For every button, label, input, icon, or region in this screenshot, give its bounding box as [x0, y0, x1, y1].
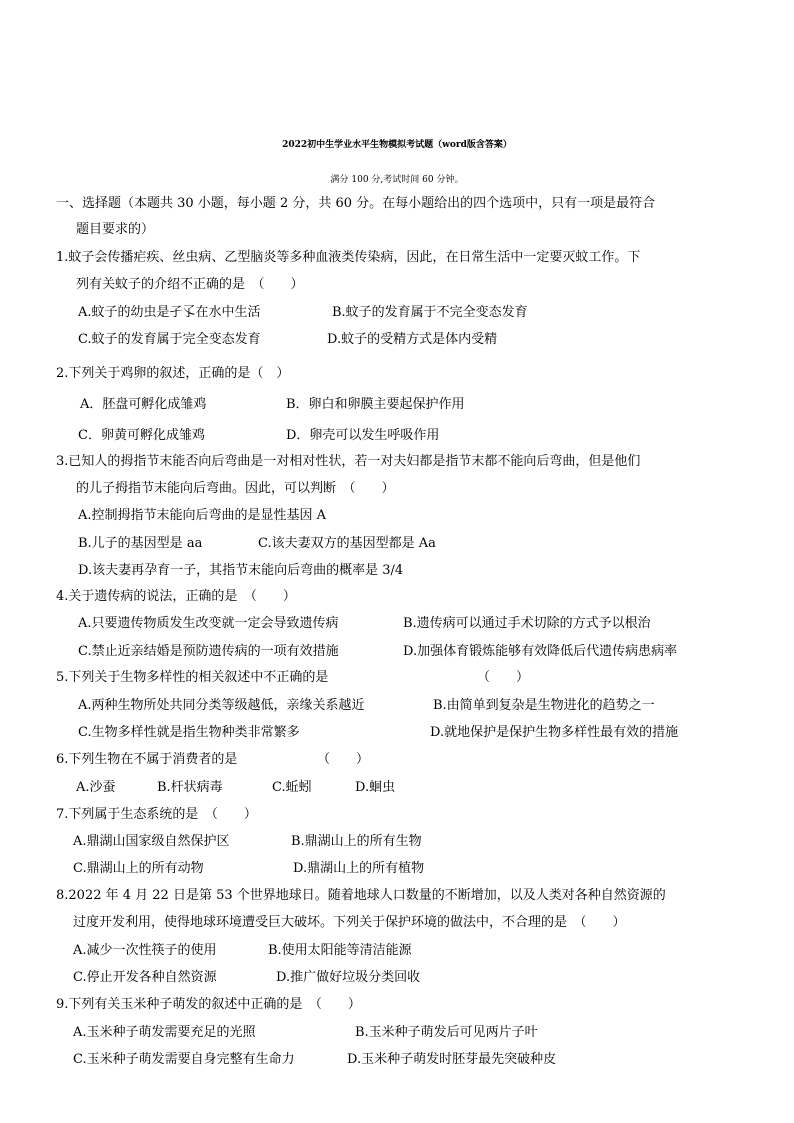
q4-option-b: B.遗传病可以通过手术切除的方式予以根治	[403, 616, 651, 631]
section-heading: 一、选择题（本题共 30 小题，每小题 2 分，共 60 分。在每小题给出的四个选项中，只有一项是最符合	[56, 196, 656, 211]
q5-stem: 5.下列关于生物多样性的相关叙述中不正确的是	[56, 670, 329, 685]
q1-stem-cont: 列有关蚊子的介绍不正确的是 （ ）	[76, 277, 304, 292]
q7-option-c: C.鼎湖山上的所有动物	[73, 861, 204, 876]
q5-option-b: B.由简单到复杂是生物进化的趋势之一	[433, 698, 655, 713]
q1-option-a: A.蚊子的幼虫是孑孓在水中生活	[78, 305, 261, 320]
q6-stem: 6.下列生物在不属于消费者的是	[56, 752, 238, 767]
document-title: 2022初中生学业水平生物模拟考试题（word版含答案）	[282, 140, 512, 150]
q2-stem: 2.下列关于鸡卵的叙述，正确的是（ ）	[56, 366, 290, 381]
exam-info: 满分 100 分,考试时间 60 分钟。	[330, 175, 464, 185]
q1-option-c: C.蚊子的发育属于完全变态发育	[78, 332, 261, 347]
q3-option-d: D.该夫妻再孕育一子，其指节末能向后弯曲的概率是 3/4	[78, 563, 404, 578]
q6-option-a: A.沙蚕	[76, 780, 116, 795]
q5-option-d: D.就地保护是保护生物多样性最有效的措施	[430, 725, 679, 740]
q5-answer-bracket: （ ）	[477, 670, 530, 685]
q9-stem: 9.下列有关玉米种子萌发的叙述中正确的是 （ ）	[56, 997, 361, 1012]
q2-option-d: D．卵壳可以发生呼吸作用	[286, 428, 440, 443]
q9-option-d: D.玉米种子萌发时胚芽最先突破种皮	[347, 1052, 557, 1067]
q2-option-a: A．胚盘可孵化成雏鸡	[80, 397, 207, 412]
q8-stem: 8.2022 年 4 月 22 日是第 53 个世界地球日。随着地球人口数量的不断增加，以及人类对各种自然资源的	[56, 888, 666, 903]
q5-option-c: C.生物多样性就是指生物种类非常繁多	[78, 725, 300, 740]
q7-stem: 7.下列属于生态系统的是 （ ）	[56, 807, 257, 822]
q6-option-c: C.蚯蚓	[272, 780, 312, 795]
q7-option-d: D.鼎湖山上的所有植物	[293, 861, 425, 876]
q4-option-d: D.加强体育锻炼能够有效降低后代遗传病患病率	[403, 644, 678, 659]
q9-option-a: A.玉米种子萌发需要充足的光照	[73, 1025, 256, 1040]
q8-option-b: B.使用太阳能等清洁能源	[268, 943, 412, 958]
q6-option-b: B.杆状病毒	[157, 780, 223, 795]
q3-stem-cont: 的儿子拇指节末能向后弯曲。因此，可以判断 （ ）	[76, 481, 395, 496]
q3-option-a: A.控制拇指节末能向后弯曲的是显性基因 A	[78, 508, 327, 523]
q3-stem: 3.已知人的拇指节末能否向后弯曲是一对相对性状，若一对夫妇都是指节末都不能向后弯曲，但是他们	[56, 454, 641, 469]
q1-option-b: B.蚊子的发育属于不完全变态发育	[332, 305, 528, 320]
q4-option-c: C.禁止近亲结婚是预防遗传病的一项有效措施	[78, 644, 339, 659]
q8-option-a: A.减少一次性筷子的使用	[73, 943, 217, 958]
q7-option-a: A.鼎湖山国家级自然保护区	[73, 834, 230, 849]
q8-stem-cont: 过度开发利用，使得地球环境遭受巨大破坏。下列关于保护环境的做法中，不合理的是 （ ）	[73, 915, 626, 930]
q3-option-b: B.儿子的基因型是 aa	[78, 536, 203, 551]
q1-stem: 1.蚊子会传播疟疾、丝虫病、乙型脑炎等多种血液类传染病，因此，在日常生活中一定要灭蚊工作。下	[56, 250, 641, 265]
q6-answer-bracket: （ ）	[317, 752, 370, 767]
q2-option-c: C．卵黄可孵化成雏鸡	[78, 428, 205, 443]
q4-option-a: A.只要遗传物质发生改变就一定会导致遗传病	[78, 616, 339, 631]
q4-stem: 4.关于遗传病的说法，正确的是 （ ）	[56, 589, 296, 604]
q8-option-d: D.推广做好垃圾分类回收	[276, 970, 421, 985]
q1-option-d: D.蚊子的受精方式是体内受精	[327, 332, 498, 347]
section-heading-cont: 题目要求的）	[76, 222, 155, 237]
q2-option-b: B．卵白和卵膜主要起保护作用	[286, 397, 465, 412]
q3-option-c: C.该夫妻双方的基因型都是 Aa	[258, 536, 436, 551]
q5-option-a: A.两种生物所处共同分类等级越低，亲缘关系越近	[78, 698, 365, 713]
q9-option-b: B.玉米种子萌发后可见两片子叶	[355, 1025, 538, 1040]
q8-option-c: C.停止开发各种自然资源	[73, 970, 217, 985]
q6-option-d: D.蛔虫	[355, 780, 396, 795]
q9-option-c: C.玉米种子萌发需要自身完整有生命力	[73, 1052, 295, 1067]
q7-option-b: B.鼎湖山上的所有生物	[291, 834, 422, 849]
